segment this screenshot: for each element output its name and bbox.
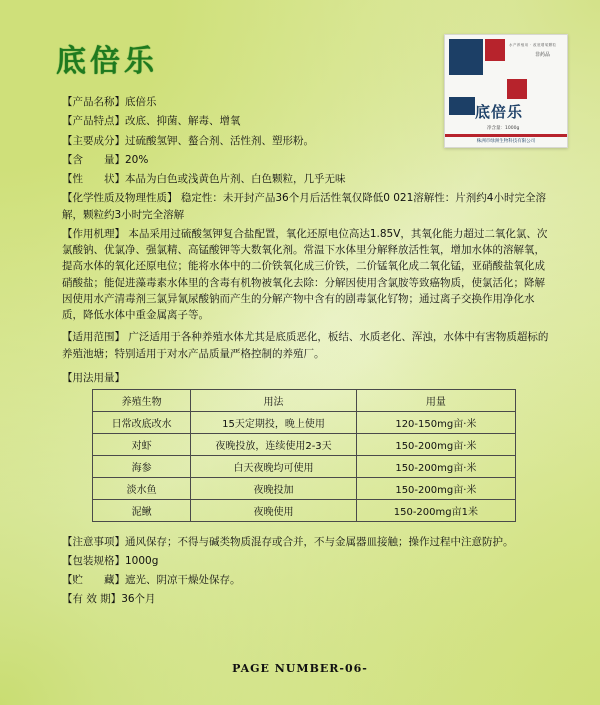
spec-field-list <box>62 94 550 362</box>
spec-field <box>62 591 562 609</box>
table-cell: 夜晚投加 <box>191 477 356 499</box>
spec-field <box>62 534 562 552</box>
spec-field <box>62 572 562 590</box>
tail-field-list <box>62 534 562 608</box>
spec-field-label: 【产品特点】 <box>62 115 125 128</box>
table-cell: 白天夜晚均可使用 <box>191 455 356 477</box>
table-row <box>93 433 516 455</box>
spec-field-value: 过硫酸氢钾、螯合剂、活性剂、塑形粉。 <box>125 134 314 147</box>
usage-section-label: 【用法用量】 <box>62 371 125 384</box>
spec-field <box>62 113 550 129</box>
spec-field <box>62 152 550 168</box>
table-cell: 夜晚使用 <box>191 499 356 521</box>
spec-field-label: 【性 状】 <box>62 173 125 186</box>
table-cell: 对虾 <box>93 433 191 455</box>
table-header-cell: 养殖生物 <box>93 389 191 411</box>
table-cell: 150-200mg亩·米 <box>356 433 515 455</box>
usage-table <box>92 389 516 522</box>
table-cell: 泥鳅 <box>93 499 191 521</box>
bag-cert-label: 非药品 <box>535 52 551 58</box>
bag-product-name: 底倍乐 <box>475 103 524 121</box>
spec-field <box>62 329 550 362</box>
spec-field-value: 20% <box>125 153 149 166</box>
table-header-cell: 用量 <box>356 389 515 411</box>
table-cell: 150-200mg亩·米 <box>356 455 515 477</box>
table-row <box>93 455 516 477</box>
table-cell: 海参 <box>93 455 191 477</box>
spec-field-label: 【化学性质及物理性质】 <box>62 192 178 205</box>
spec-field-value: 广泛适用于各种养殖水体尤其是底质恶化，板结、水质老化、浑浊，水体中有害物质超标的养殖池塘；特别适用于对水产品质量严格控制的养殖厂。 <box>62 331 549 360</box>
spec-field-value: 底倍乐 <box>125 96 157 108</box>
page-content <box>26 18 574 687</box>
spec-field-value: 本品为白色或浅黄色片剂、白色颗粒，几乎无味 <box>125 173 346 186</box>
spec-field <box>62 190 550 223</box>
table-cell: 15天定期投，晚上使用 <box>191 411 356 433</box>
spec-field-label: 【作用机理】 <box>62 227 125 240</box>
table-cell: 150-200mg亩1米 <box>356 499 515 521</box>
bag-top-line: 水产养殖用 · 改底增氧颗粒 <box>509 43 557 47</box>
spec-field-label: 【注意事项】 <box>62 535 125 548</box>
table-cell: 夜晚投放，连续使用2-3天 <box>191 433 356 455</box>
table-cell: 150-200mg亩·米 <box>356 477 515 499</box>
table-row <box>93 477 516 499</box>
table-row <box>93 499 516 521</box>
table-row <box>93 411 516 433</box>
spec-field-label: 【包装规格】 <box>62 554 125 567</box>
table-cell: 120-150mg亩·米 <box>356 411 515 433</box>
bag-decor-block-1 <box>449 39 483 75</box>
table-cell: 淡水鱼 <box>93 477 191 499</box>
spec-field-label: 【产品名称】 <box>62 96 125 108</box>
spec-field-value: 遮光、阴凉干燥处保存。 <box>125 573 241 586</box>
page-title: 底倍乐 <box>56 44 158 79</box>
spec-field-label: 【主要成分】 <box>62 134 125 147</box>
spec-field-value: 改底、抑菌、解毒、增氧 <box>125 115 241 128</box>
page-number: PAGE NUMBER-06- <box>232 662 368 675</box>
table-cell: 日常改底改水 <box>93 411 191 433</box>
spec-field-label: 【有 效 期】 <box>62 592 122 605</box>
spec-field-label: 【适用范围】 <box>62 331 125 344</box>
spec-field-value: 1000g <box>125 554 159 567</box>
table-header-row <box>93 389 516 411</box>
spec-field-value: 稳定性：未开封产品36个月后活性氧仅降低0 021溶解性：片剂约4小时完全溶解，颗粒约3小时完全溶解 <box>62 192 546 221</box>
spec-field-label: 【含 量】 <box>62 153 125 166</box>
spec-field <box>62 171 550 187</box>
bag-net-weight: 净含量：1000g <box>487 126 520 131</box>
spec-field <box>62 553 562 571</box>
table-header-cell: 用法 <box>191 389 356 411</box>
spec-field <box>62 94 550 110</box>
spec-field-value: 通风保存；不得与碱类物质混存或合并，不与金属器皿接触；操作过程中注意防护。 <box>125 535 514 548</box>
spec-field <box>62 226 550 324</box>
bag-decor-block-2 <box>485 39 505 61</box>
spec-field-label: 【贮 藏】 <box>62 573 125 586</box>
spec-field-value: 36个月 <box>121 592 156 605</box>
bag-company-name: 株洲市绿洲生物科技有限公司 <box>476 139 536 144</box>
spec-field <box>62 133 550 149</box>
spec-field-value: 本品采用过硫酸氢钾复合盐配置，氧化还原电位高达1.85V，其氧化能力超过二氧化氯、次氯酸钠、优氯净、强氯精、高锰酸钾等大数氧化剂。常温下水体里分解释放活性氧，增加水体的溶解氧，提高水体的氧化还原电位；能将水体中的二价铁氧化成三价铁，二价锰氧化成二氧化锰，亚硝酸盐氧化成硝酸盐；能促进藻毒素水体里的含毒有机物被氧化去除：分解因使用含氯胺等致癌物质，使氯活化；降解因使用水产清毒剂三氯异氰尿酸钠而产生的分解产物中含有的剧毒氯化钌物；通过离子交换作用净化水质，降低水体中重金属离子等。 <box>62 227 548 322</box>
